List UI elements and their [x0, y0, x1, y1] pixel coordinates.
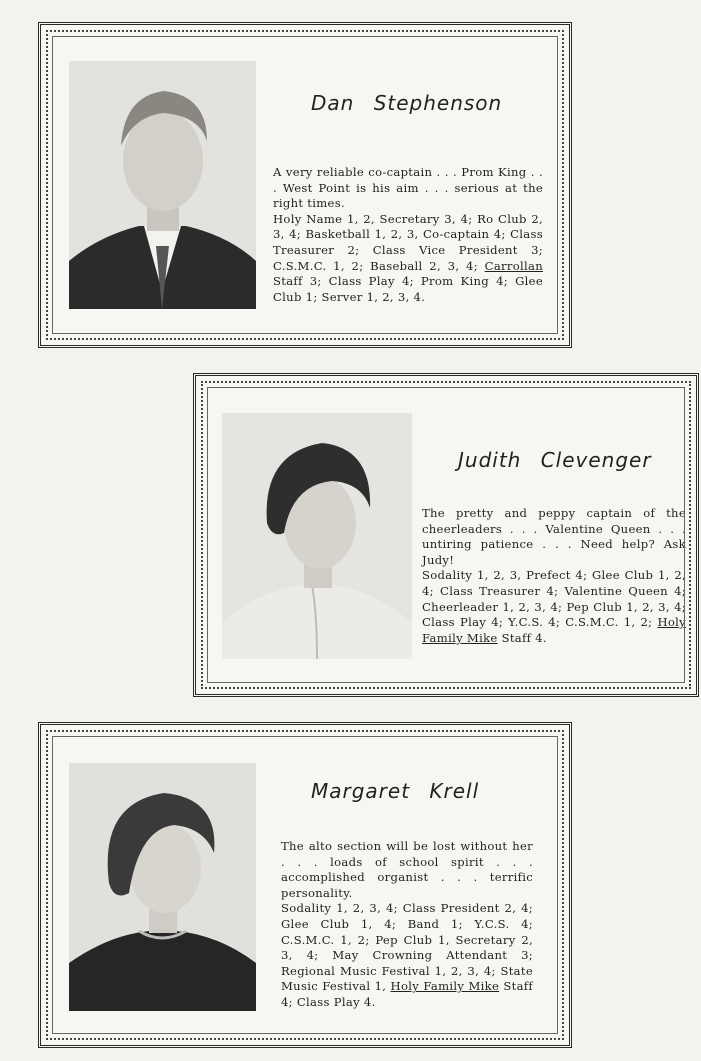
- student-bio: [422, 506, 686, 646]
- portrait-photo: [222, 413, 412, 659]
- bio-description: The alto section will be lost without her . . . loads of school spirit . . . accomplished organist . . . terrific personality.: [281, 839, 533, 900]
- student-bio: [281, 839, 533, 1011]
- portrait-photo: [69, 763, 256, 1011]
- bio-activities: Sodality 1, 2, 3, Prefect 4; Glee Club 1, 2, 4; Class Treasurer 4; Valentine Queen 4; Cheerleader 1, 2, 3, 4; Pep Club 1, 2, 3, 4; Class Play 4; Y.C.S. 4; C.S.M.C. 1, 2; Holy Family Mike Staff 4.: [422, 568, 686, 645]
- senior-entry-1: [38, 22, 572, 348]
- bio-activities: Sodality 1, 2, 3, 4; Class President 2, 4; Glee Club 1, 4; Band 1; Y.C.S. 4; C.S.M.C. 1, 2; Pep Club 1, Secretary 2, 3, 4; May Crowning Attendant 3; Regional Music Festival 1, 2, 3, 4; State Music Festival 1, Holy Family Mike Staff 4; Class Play 4.: [281, 901, 533, 1009]
- student-name: Judith Clevenger: [458, 448, 652, 472]
- portrait-boy-icon: [69, 61, 256, 309]
- publication-name: Holy Family Mike: [390, 979, 500, 994]
- student-name: Dan Stephenson: [311, 91, 503, 115]
- portrait-girl-icon: [69, 763, 256, 1011]
- publication-name: Carrollan: [484, 258, 543, 273]
- student-bio: [273, 165, 543, 305]
- portrait-girl-icon: [222, 413, 412, 659]
- bio-description: A very reliable co-captain . . . Prom King . . . West Point is his aim . . . serious at the right times.: [273, 165, 543, 211]
- bio-description: The pretty and peppy captain of the cheerleaders . . . Valentine Queen . . . untiring patience . . . Need help? Ask Judy!: [422, 506, 686, 567]
- portrait-photo: [69, 61, 256, 309]
- senior-entry-3: [38, 722, 572, 1048]
- bio-activities: Holy Name 1, 2, Secretary 3, 4; Ro Club 2, 3, 4; Basketball 1, 2, 3, Co-captain 4; Class Treasurer 2; Class Vice President 3; C.S.M.C. 1, 2; Baseball 2, 3, 4; Carrollan Staff 3; Class Play 4; Prom King 4; Glee Club 1; Server 1, 2, 3, 4.: [273, 211, 543, 304]
- senior-entry-2: [193, 373, 699, 697]
- publication-name: Holy Family Mike: [422, 615, 686, 645]
- student-name: Margaret Krell: [311, 779, 480, 803]
